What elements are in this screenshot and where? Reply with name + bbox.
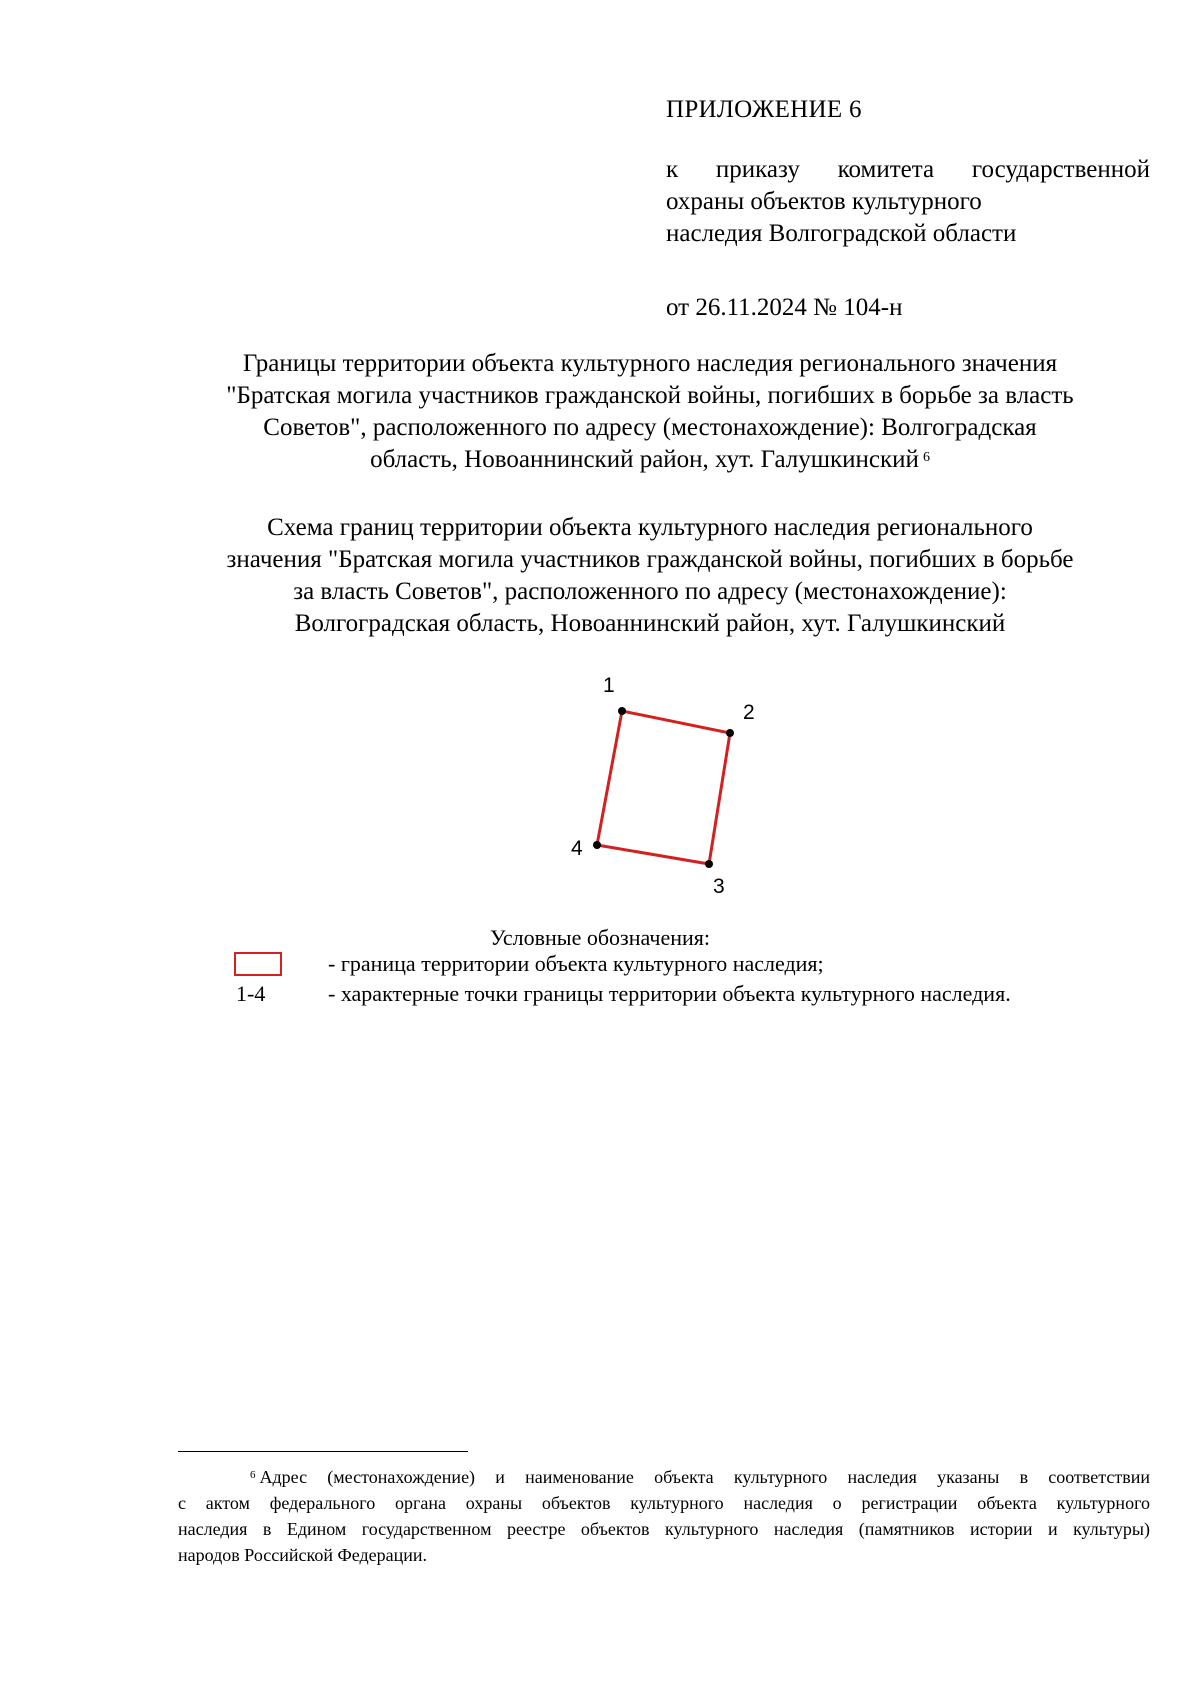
footnote-line: народов Российской Федерации. xyxy=(178,1545,427,1565)
footnote-line: наследия в Едином государственном реестре объектов культурного наследия (памятников истории и культуры) xyxy=(178,1519,1150,1539)
title-line-last xyxy=(150,444,1150,476)
appendix-reference-line: охраны объектов культурного xyxy=(666,188,982,215)
title-line: Советов", расположенного по адресу (местонахождение): Волгоградская xyxy=(263,414,1037,441)
scheme-title-line: Схема границ территории объекта культурного наследия регионального xyxy=(267,514,1033,541)
appendix-date: от 26.11.2024 № 104-н xyxy=(666,294,903,321)
point-label-2: 2 xyxy=(743,701,755,724)
footnote-mark: 6 xyxy=(250,1469,256,1481)
territory-boundaries-title xyxy=(150,348,1150,476)
territory-boundary xyxy=(597,711,730,864)
title-line: "Братская могила участников гражданской войны, погибших в борьбе за власть xyxy=(226,382,1074,409)
scheme-title xyxy=(150,512,1150,640)
point-label-3: 3 xyxy=(713,875,725,898)
boundary-scheme-svg xyxy=(540,660,780,910)
point-label-1: 1 xyxy=(603,674,615,697)
title-line: Границы территории объекта культурного наследия регионального значения xyxy=(242,350,1058,377)
footnote-reference-mark: 6 xyxy=(922,450,930,465)
footnote-line: с актом федерального органа охраны объектов культурного наследия о регистрации объекта культурного xyxy=(178,1493,1150,1513)
scheme-title-line: Волгоградская область, Новоаннинский район, хут. Галушкинский xyxy=(294,610,1006,637)
title-line-text: область, Новоаннинский район, хут. Галушкинский xyxy=(370,446,919,473)
legend-description: - характерные точки границы территории объекта культурного наследия. xyxy=(328,981,1011,1006)
boundary-scheme xyxy=(540,660,780,910)
legend-description: - граница территории объекта культурного наследия; xyxy=(328,951,824,976)
footnote-line-first xyxy=(178,1464,1150,1490)
boundary-point-3 xyxy=(705,860,713,868)
boundary-point-4 xyxy=(593,841,601,849)
scheme-title-line: значения "Братская могила участников гражданской войны, погибших в борьбе xyxy=(226,546,1074,573)
legend-item-boundary xyxy=(228,950,1128,978)
footnote-separator xyxy=(178,1451,468,1452)
scheme-title-line: за власть Советов", расположенного по адресу (местонахождение): xyxy=(293,578,1007,605)
boundary-point-2 xyxy=(726,729,734,737)
legend-heading: Условные обозначения: xyxy=(489,925,711,950)
appendix-title: ПРИЛОЖЕНИЕ 6 xyxy=(666,96,862,123)
legend-points-symbol: 1-4 xyxy=(236,981,266,1006)
legend-boundary-symbol xyxy=(234,952,282,976)
footnote-text: Адрес (местонахождение) и наименование объекта культурного наследия указаны в соответствии xyxy=(259,1467,1150,1487)
point-label-4: 4 xyxy=(571,837,583,860)
appendix-header xyxy=(666,94,1150,324)
appendix-reference-line: наследия Волгоградской области xyxy=(666,220,1017,247)
appendix-reference-line: к приказу комитета государственной xyxy=(666,156,1150,183)
footnote xyxy=(178,1464,1150,1568)
boundary-point-1 xyxy=(618,707,626,715)
appendix-reference xyxy=(666,154,1150,250)
legend-item-points xyxy=(228,980,1128,1008)
